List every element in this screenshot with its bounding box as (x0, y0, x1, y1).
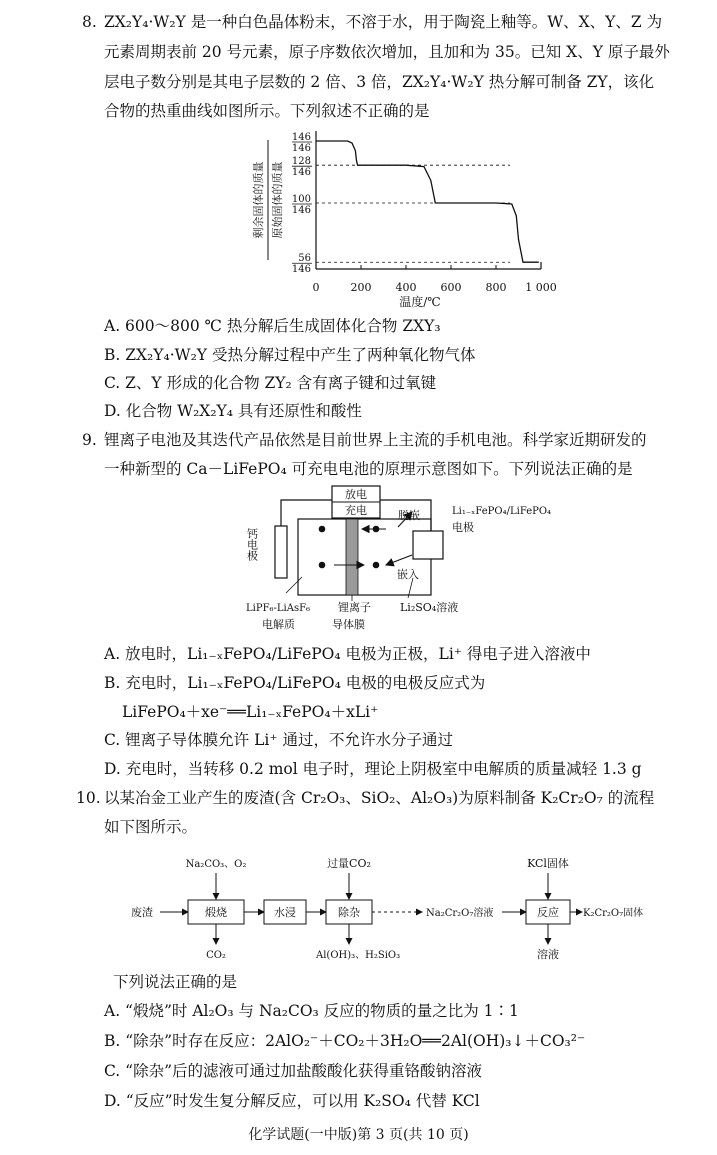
calcium-electrode-label: 钙电极 (245, 528, 259, 561)
lifepo4-electrode-label-2: 电极 (452, 521, 474, 534)
q9-option-c: C. 锂离子导体膜允许 Li⁺ 通过，不允许水分子通过 (104, 731, 453, 749)
x-tick-label: 600 (440, 281, 462, 294)
q8-stem-line: 层电子数分别是其电子层数的 2 倍、3 倍，ZX₂Y₄·W₂Y 热分解可制备 ZY，该化 (104, 73, 655, 91)
flow-intermediate: Na₂Cr₂O₇溶液 (426, 908, 494, 919)
q9-option-b-equation: LiFePO₄＋xe⁻══Li₁₋ₓFePO₄＋xLi⁺ (122, 703, 379, 721)
x-tick-label: 1 000 (525, 281, 557, 294)
q9-option-b: B. 充电时，Li₁₋ₓFePO₄/LiFePO₄ 电极的电极反应式为 (104, 674, 486, 692)
tg-chart (240, 124, 560, 310)
li2so4-solution-label: Li₂SO₄溶液 (400, 601, 459, 614)
flow-step-calcination-label: 煅烧 (205, 906, 227, 919)
q10-number: 10. (76, 789, 101, 807)
process-flow-diagram (125, 850, 665, 968)
lifepo4-electrode (413, 531, 443, 559)
x-tick-label: 0 (312, 281, 320, 294)
li-ion-membrane (346, 519, 358, 595)
q8-option-b: B. ZX₂Y₄·W₂Y 受热分解过程中产生了两种氧化物气体 (104, 346, 476, 364)
y-tick-denominator: 146 (291, 204, 311, 216)
x-axis-label: 温度/℃ (399, 295, 441, 309)
flow-output-solution: 溶液 (537, 948, 559, 961)
calcium-electrode (275, 526, 287, 578)
flow-start: 废渣 (131, 906, 153, 919)
y-tick-numerator: 128 (291, 156, 311, 168)
q8-stem-line: 合物的热重曲线如图所示。下列叙述不正确的是 (104, 102, 430, 120)
y-tick-numerator: 100 (291, 193, 311, 205)
switch-label-discharge: 放电 (345, 488, 367, 501)
battery-diagram (235, 482, 575, 640)
y-axis-label-denominator: 原始固体的质量 (271, 161, 284, 239)
q9-option-a: A. 放电时，Li₁₋ₓFePO₄/LiFePO₄ 电极为正极，Li⁺ 得电子进入溶液中 (104, 645, 591, 663)
x-tick-label: 200 (350, 281, 372, 294)
ion-dot (319, 562, 326, 569)
q9-option-d: D. 充电时，当转移 0.2 mol 电子时，理论上阴极室中电解质的质量减轻 1.3 g (104, 760, 642, 778)
q10-option-b: B. “除杂”时存在反应：2AlO₂⁻＋CO₂＋3H₂O══2Al(OH)₃↓＋CO₃²⁻ (104, 1032, 586, 1050)
q8-option-a: A. 600～800 ℃ 热分解后生成固体化合物 ZXY₃ (104, 317, 441, 335)
flow-input-kcl: KCl固体 (527, 857, 569, 870)
q8-stem-line: 元素周期表前 20 号元素，原子序数依次增加，且加和为 35。已知 X、Y 原子最外 (104, 43, 670, 61)
q10-prompt: 下列说法正确的是 (113, 973, 238, 991)
q8-option-c: C. Z、Y 形成的化合物 ZY₂ 含有离子键和过氧键 (104, 374, 437, 392)
flow-output-co2: CO₂ (206, 950, 226, 961)
y-tick-numerator: 146 (291, 132, 311, 143)
lifepo4-electrode-label-1: Li₁₋ₓFePO₄/LiFePO₄ (452, 506, 552, 517)
q10-stem-line: 如下图所示。 (104, 818, 198, 836)
q10-stem-line: 以某冶金工业产生的废渣(含 Cr₂O₃、SiO₂、Al₂O₃)为原料制备 K₂Cr₂O₇ 的流程 (104, 789, 655, 807)
q9-stem-line: 锂离子电池及其迭代产品依然是目前世界上主流的手机电池。科学家近期研发的 (104, 431, 647, 449)
membrane-label-2: 导体膜 (332, 618, 365, 631)
y-axis-label-numerator: 剩余固体的质量 (252, 161, 265, 239)
q9-stem-line: 一种新型的 Ca－LiFePO₄ 可充电电池的原理示意图如下。下列说法正确的是 (104, 460, 633, 478)
q8-number: 8. (82, 13, 97, 31)
flow-input-co2: 过量CO₂ (327, 857, 371, 870)
ion-dot (373, 562, 380, 569)
intercalation-label: 嵌入 (397, 568, 419, 581)
flow-input-reagent: Na₂CO₃、O₂ (185, 859, 247, 870)
x-tick-label: 400 (395, 281, 417, 294)
flow-step-reaction-label: 反应 (537, 906, 559, 919)
q9-number: 9. (82, 431, 97, 449)
y-tick-numerator: 56 (298, 253, 311, 265)
electrolyte-label-1: LiPF₆-LiAsF₆ (246, 603, 311, 614)
flow-step-impurity-removal-label: 除杂 (338, 906, 360, 919)
flow-step-leaching-label: 水浸 (274, 906, 296, 919)
q8-stem-line: ZX₂Y₄·W₂Y 是一种白色晶体粉末，不溶于水，用于陶瓷上釉等。W、X、Y、Z 为 (104, 13, 663, 31)
page-footer: 化学试题(一中版)第 3 页(共 10 页) (248, 1127, 469, 1143)
x-tick-label: 800 (485, 281, 507, 294)
ion-dot (319, 526, 326, 533)
membrane-label-1: 锂离子 (338, 601, 371, 614)
y-tick-denominator: 146 (291, 143, 311, 154)
flow-end-product: K₂Cr₂O₇固体 (583, 908, 644, 919)
deintercalation-label: 脱嵌 (398, 509, 420, 522)
arrow (386, 555, 412, 565)
q8-option-d: D. 化合物 W₂X₂Y₄ 具有还原性和酸性 (104, 402, 362, 420)
electrolytic-cell (298, 519, 431, 595)
tg-curve (316, 141, 539, 262)
y-tick-denominator: 146 (291, 264, 311, 276)
q10-option-c: C. “除杂”后的滤液可通过加盐酸酸化获得重铬酸钠溶液 (104, 1062, 483, 1080)
flow-output-precipitate: Al(OH)₃、H₂SiO₃ (316, 950, 401, 961)
q10-option-a: A. “煅烧”时 Al₂O₃ 与 Na₂CO₃ 反应的物质的量之比为 1∶1 (104, 1002, 519, 1020)
y-tick-denominator: 146 (291, 167, 311, 179)
electrolyte-label-2: 电解质 (262, 618, 295, 631)
q10-option-d: D. “反应”时发生复分解反应，可以用 K₂SO₄ 代替 KCl (104, 1092, 480, 1110)
switch-label-charge: 充电 (345, 504, 367, 517)
